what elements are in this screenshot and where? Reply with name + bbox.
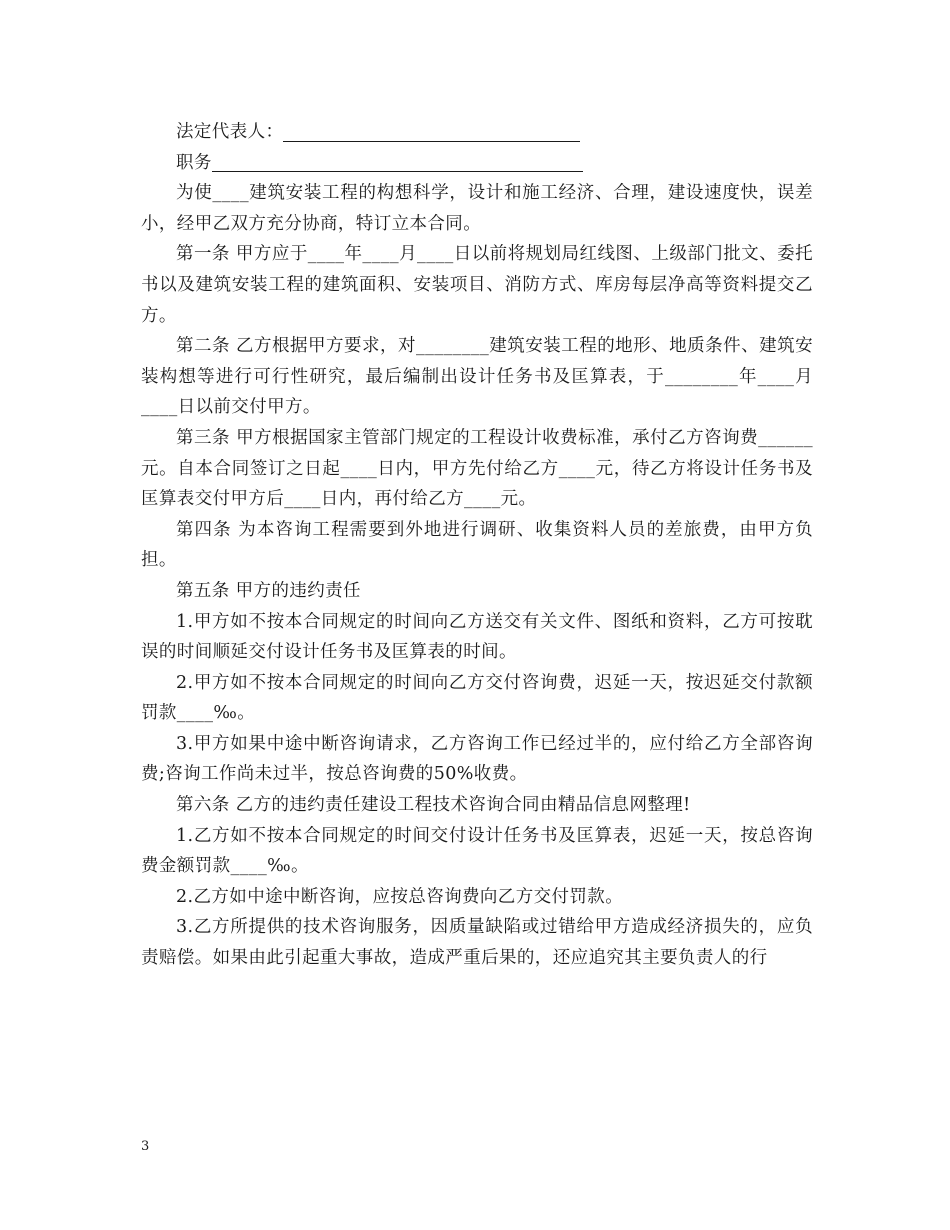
article-2: 第二条 乙方根据甲方要求，对________建筑安装工程的地形、地质条件、建筑安装构想等进行可行性研究，最后编制出设计任务书及匡算表，于________年____月____日以前交付甲方。 — [141, 336, 813, 418]
legal-representative-label: 法定代表人： — [176, 122, 284, 142]
article-5-clause-3: 3.甲方如果中途中断咨询请求，乙方咨询工作已经过半的，应付给乙方全部咨询费;咨询工作尚未过半，按总咨询费的50%收费。 — [141, 733, 813, 785]
article-4: 第四条 为本咨询工程需要到外地进行调研、收集资料人员的差旅费，由甲方负担。 — [141, 519, 813, 571]
article-6-clause-2: 2.乙方如中途中断咨询，应按总咨询费向乙方交付罚款。 — [176, 886, 624, 907]
article-3: 第三条 甲方根据国家主管部门规定的工程设计收费标准，承付乙方咨询费______ 元。自本合同签订之日起____日内，甲方先付给乙方____元，待乙方将设计任务书及匡算表交付甲方后____日内，再付给乙方____元。 — [141, 427, 813, 510]
article-6-clause-1: 1.乙方如不按本合同规定的时间交付设计任务书及匡算表，迟延一天，按总咨询费金额罚款____‰。 — [141, 825, 813, 877]
article-5-clause-2: 2.甲方如不按本合同规定的时间向乙方交付咨询费，迟延一天，按迟延交付款额罚款____‰。 — [141, 672, 813, 724]
contract-body — [141, 117, 813, 974]
position-label: 职务 — [176, 152, 212, 173]
article-5-heading: 第五条 甲方的违约责任 — [176, 580, 361, 601]
position-line — [141, 148, 813, 179]
page-number: 3 — [141, 1139, 150, 1154]
legal-representative-blank — [283, 119, 580, 142]
preamble-paragraph: 为使____建筑安装工程的构想科学，设计和施工经济、合理，建设速度快，误差小，经甲乙双方充分协商，特订立本合同。 — [141, 183, 813, 234]
article-6-clause-3: 3.乙方所提供的技术咨询服务，因质量缺陷或过错给甲方造成经济损失的，应负责赔偿。如果由此引起重大事故，造成严重后果的，还应追究其主要负责人的行 — [141, 917, 813, 969]
legal-representative-line — [141, 117, 813, 148]
article-6-heading: 第六条 乙方的违约责任建设工程技术咨询合同由精品信息网整理! — [176, 795, 691, 816]
article-1: 第一条 甲方应于____年____月____日以前将规划局红线图、上级部门批文、委托书以及建筑安装工程的建筑面积、安装项目、消防方式、库房每层净高等资料提交乙方。 — [141, 244, 813, 326]
position-blank — [212, 149, 583, 172]
article-5-clause-1: 1.甲方如不按本合同规定的时间向乙方送交有关文件、图纸和资料，乙方可按耽误的时间顺延交付设计任务书及匡算表的时间。 — [141, 611, 813, 663]
